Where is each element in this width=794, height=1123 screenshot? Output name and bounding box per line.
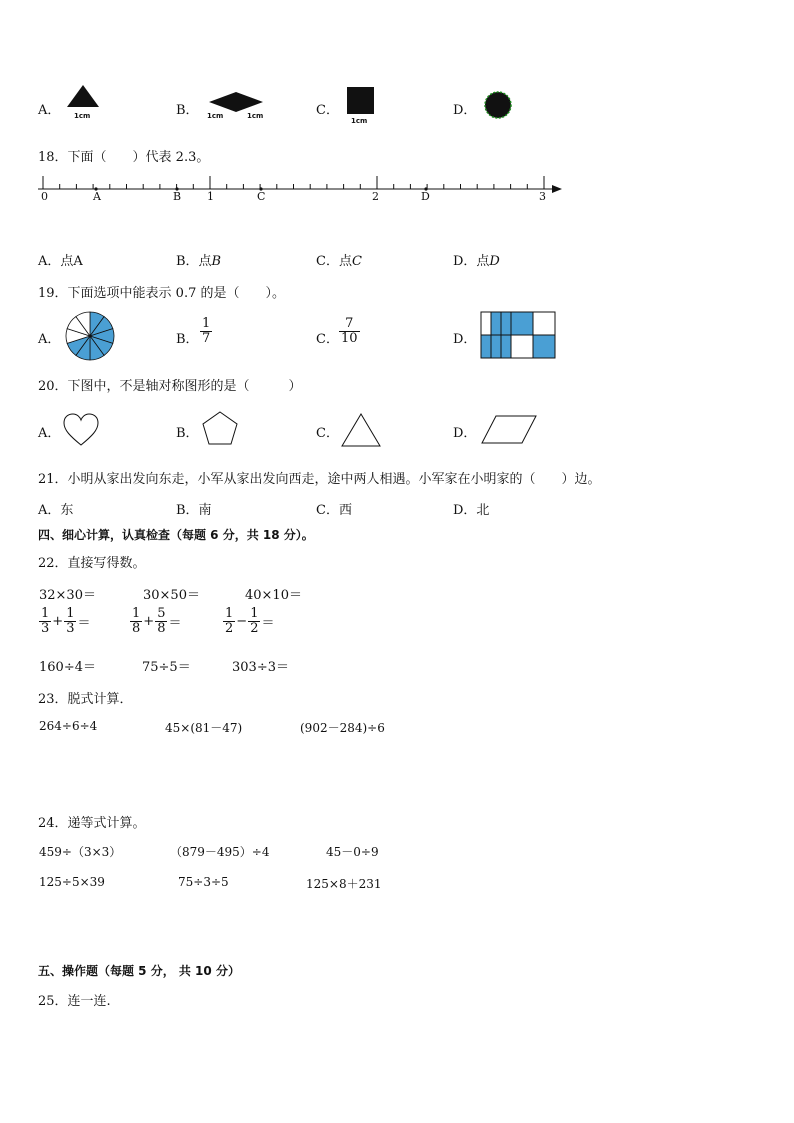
q22-item: 160÷4＝ — [39, 660, 96, 675]
q23-item: (902－284)÷6 — [300, 721, 385, 735]
heart-icon — [62, 412, 100, 448]
square-icon — [347, 87, 374, 114]
fraction-numerator: 1 — [41, 606, 50, 621]
q17-b-unit-1: 1cm — [207, 112, 224, 120]
q17-c-unit: 1cm — [351, 117, 368, 125]
axis-label-3: 3 — [539, 190, 546, 203]
q18-option-c[interactable]: C．点𝐶 — [316, 254, 362, 269]
q17-a-unit: 1cm — [74, 112, 91, 120]
q21-stem: 21．小明从家出发向东走，小军从家出发向西走，途中两人相遇。小军家在小明家的（ ）边。 — [38, 472, 601, 487]
q19-option-c-fraction — [339, 317, 360, 347]
axis-label-1: 1 — [207, 190, 214, 203]
q21-option-d[interactable]: D．北 — [453, 503, 490, 518]
pie-fraction-icon — [64, 310, 116, 362]
grid-fraction-icon — [480, 311, 558, 359]
parallelogram-icon — [480, 414, 538, 446]
fraction-denominator: 3 — [66, 621, 75, 637]
q22-stem: 22．直接写得数。 — [38, 556, 146, 571]
q18-option-a[interactable]: A．点A — [38, 254, 83, 269]
q24-stem: 24．递等式计算。 — [38, 816, 146, 831]
grid-cell — [511, 335, 533, 358]
circle-icon — [483, 90, 513, 120]
q23-item: 45×(81－47) — [165, 721, 243, 735]
axis-label-a: A — [93, 190, 101, 203]
q19-option-a-label[interactable]: A． — [38, 332, 61, 347]
q24-item: 75÷3÷5 — [178, 875, 229, 889]
q21-option-a[interactable]: A．东 — [38, 503, 74, 518]
fraction-denominator: 2 — [225, 621, 234, 637]
fraction-denominator: 8 — [132, 621, 141, 637]
axis-label-0: 0 — [41, 190, 48, 203]
q18-option-b[interactable]: B．点𝐵 — [176, 254, 222, 269]
pentagon-icon — [201, 410, 239, 446]
fraction-numerator: 1 — [132, 606, 141, 621]
q23-item: 264÷6÷4 — [39, 719, 98, 733]
q24-item: 459÷（3×3） — [39, 845, 122, 859]
grid-cell — [491, 335, 501, 358]
q19-option-c-label[interactable]: C． — [316, 332, 339, 347]
q24-item: 125×8＋231 — [306, 877, 382, 891]
q22-fraction-expr-2 — [129, 607, 181, 637]
fraction-numerator: 1 — [202, 316, 211, 331]
axis-label-c: C — [257, 190, 266, 203]
triangle-outline-icon — [340, 412, 382, 448]
q18-option-d[interactable]: D．点𝐷 — [453, 254, 500, 269]
q22-item: 303÷3＝ — [232, 660, 289, 675]
grid-cell — [491, 312, 501, 335]
fraction-denominator: 2 — [250, 621, 259, 637]
axis-label-d: D — [421, 190, 430, 203]
grid-cell — [481, 312, 491, 335]
q24-item: （879－495）÷4 — [170, 845, 270, 859]
q17-b-unit-2: 1cm — [247, 112, 264, 120]
operator: + — [143, 614, 155, 630]
rhombus-icon — [208, 91, 264, 113]
fraction-numerator: 1 — [66, 606, 75, 621]
q25-stem: 25．连一连. — [38, 994, 111, 1009]
triangle-icon — [66, 84, 100, 110]
q24-item: 45－0÷9 — [326, 845, 379, 859]
q20-option-a-label[interactable]: A． — [38, 426, 61, 441]
fraction-denominator: 10 — [341, 331, 358, 347]
fraction-denominator: 7 — [202, 331, 211, 347]
q21-option-c[interactable]: C．西 — [316, 503, 352, 518]
q23-stem: 23．脱式计算． — [38, 692, 133, 707]
q20-stem: 20．下图中，不是轴对称图形的是（ ） — [38, 379, 302, 394]
q20-option-b-label[interactable]: B． — [176, 426, 199, 441]
grid-cell — [511, 312, 533, 335]
fraction-numerator: 1 — [250, 606, 259, 621]
q17-option-d-label[interactable]: D． — [453, 103, 477, 118]
grid-cell — [501, 335, 511, 358]
operator: − — [236, 614, 248, 630]
q24-item: 125÷5×39 — [39, 875, 105, 889]
q19-option-b-fraction — [200, 317, 212, 347]
grid-cell — [481, 335, 491, 358]
q22-fraction-expr-1 — [38, 607, 90, 637]
fraction-denominator: 8 — [157, 621, 166, 637]
q21-option-b[interactable]: B．南 — [176, 503, 212, 518]
section-4-heading: 四、细心计算，认真检查（每题 6 分，共 18 分）。 — [38, 528, 314, 542]
q17-option-c-label[interactable]: C． — [316, 103, 339, 118]
fraction-numerator: 5 — [157, 606, 166, 621]
section-5-heading: 五、操作题（每题 5 分， 共 10 分） — [38, 964, 240, 978]
q22-item: 32×30＝ — [39, 588, 96, 603]
fraction-denominator: 3 — [41, 621, 50, 637]
q17-option-a-label[interactable]: A． — [38, 103, 61, 118]
q22-item: 75÷5＝ — [142, 660, 191, 675]
axis-label-b: B — [173, 190, 182, 203]
q18-stem: 18．下面（ ）代表 2.3。 — [38, 150, 210, 165]
q19-option-b-label[interactable]: B． — [176, 332, 199, 347]
q20-option-c-label[interactable]: C． — [316, 426, 339, 441]
number-line — [34, 172, 566, 208]
grid-cell — [533, 312, 555, 335]
equals-sign: ＝ — [261, 616, 275, 632]
q22-item: 40×10＝ — [245, 588, 302, 603]
q17-option-b-label[interactable]: B． — [176, 103, 199, 118]
q19-option-d-label[interactable]: D． — [453, 332, 477, 347]
equals-sign: ＝ — [168, 616, 182, 632]
grid-cell — [533, 335, 555, 358]
fraction-numerator: 1 — [225, 606, 234, 621]
equals-sign: ＝ — [77, 616, 91, 632]
q20-option-d-label[interactable]: D． — [453, 426, 477, 441]
q22-fraction-expr-3 — [222, 607, 274, 637]
q22-item: 30×50＝ — [143, 588, 200, 603]
grid-cell — [501, 312, 511, 335]
q19-stem: 19．下面选项中能表示 0.7 的是（ ）。 — [38, 286, 285, 301]
fraction-numerator: 7 — [339, 317, 360, 332]
axis-label-2: 2 — [372, 190, 379, 203]
operator: + — [52, 614, 64, 630]
